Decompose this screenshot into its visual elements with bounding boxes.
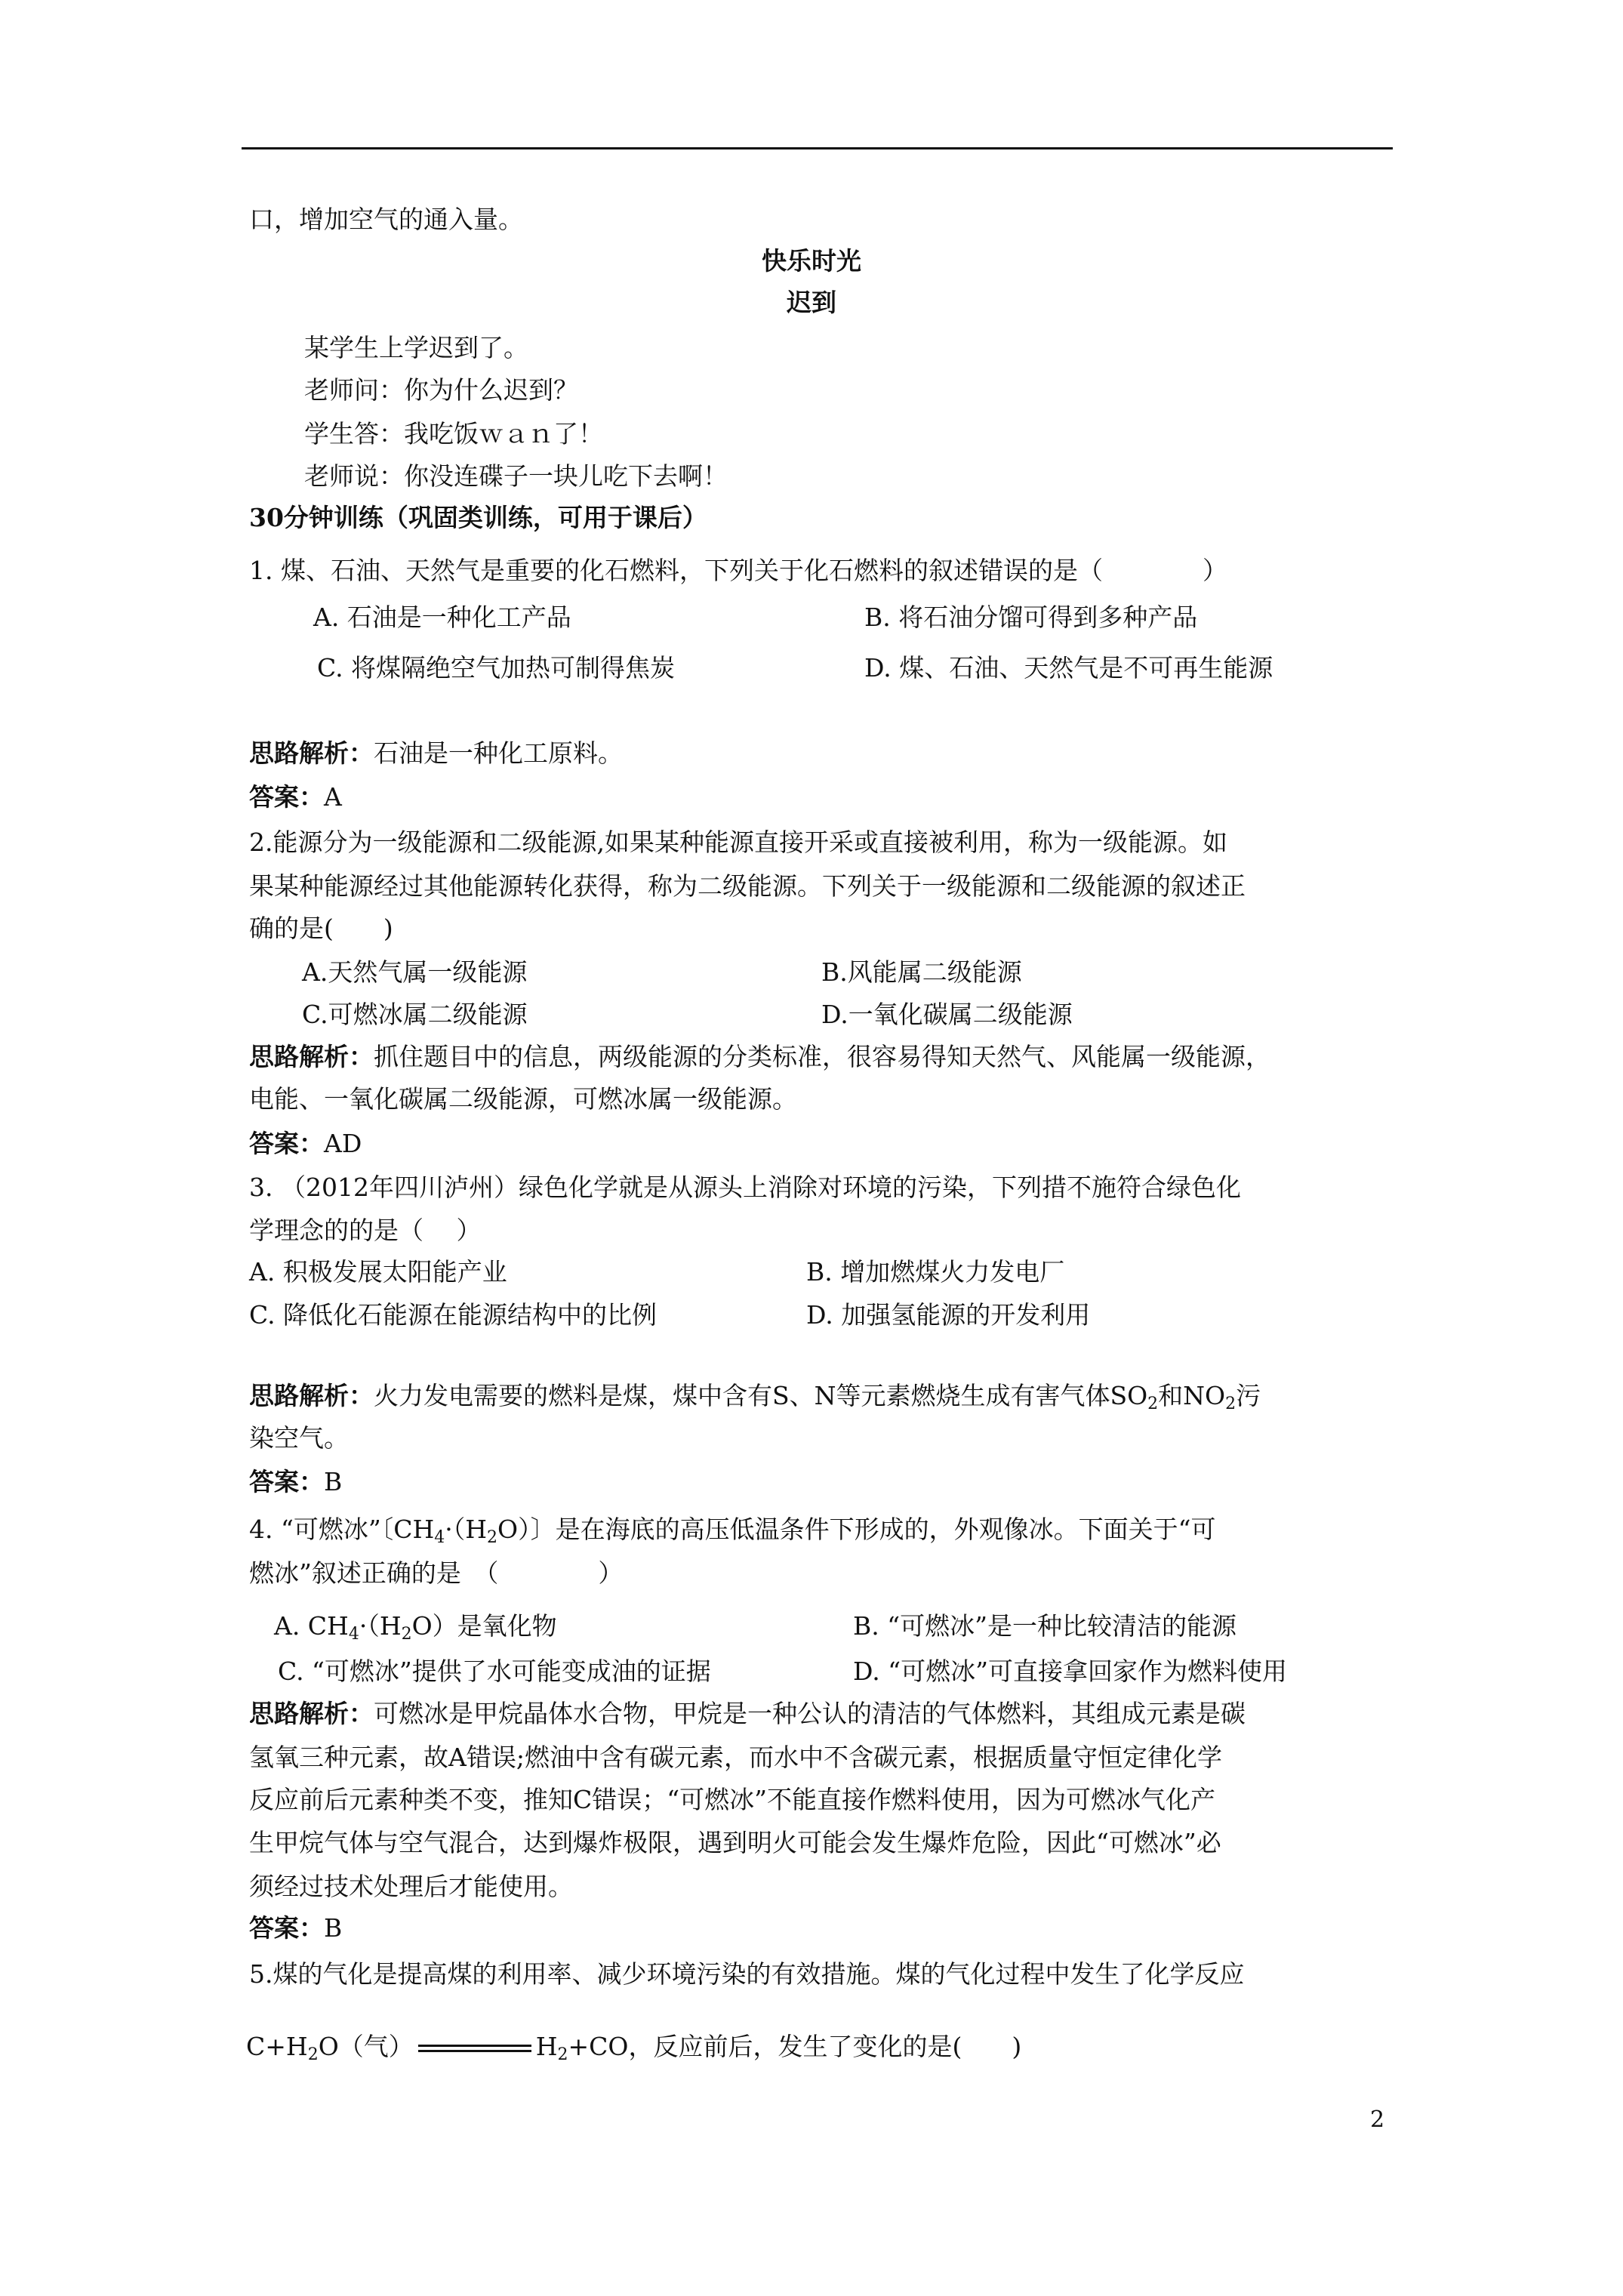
answer-label: 答案： xyxy=(249,782,324,812)
q2-option-d: D.一氧化碳属二级能源 xyxy=(821,1000,1073,1029)
q2-stem-line: 确的是( ) xyxy=(249,914,393,943)
answer-label: 答案： xyxy=(249,1913,324,1943)
q2-analysis-line2: 电能、一氧化碳属二级能源，可燃冰属一级能源。 xyxy=(249,1084,797,1114)
q3-answer-value: B xyxy=(324,1467,343,1496)
q2-option-c: C.可燃冰属二级能源 xyxy=(302,1000,528,1029)
q1-option-b: B. 将石油分馏可得到多种产品 xyxy=(864,603,1198,632)
equation-equals-sign xyxy=(418,2045,531,2052)
q4-option-a-text: ·（H xyxy=(359,1611,402,1641)
q4-option-a-text: A. CH xyxy=(274,1611,349,1641)
q4-option-a-text: O）是氧化物 xyxy=(411,1611,557,1641)
q2-option-b: B.风能属二级能源 xyxy=(821,957,1022,987)
q3-analysis xyxy=(249,1379,1261,1413)
q2-analysis-text: 抓住题目中的信息，两级能源的分类标准，很容易得知天然气、风能属一级能源， xyxy=(374,1042,1270,1071)
q3-analysis-text: 火力发电需要的燃料是煤，煤中含有S、N等元素燃烧生成有害气体SO xyxy=(374,1381,1148,1410)
q4-stem-line2: 燃冰”叙述正确的是 （ ） xyxy=(249,1558,624,1588)
q3-stem-line: 3. （2012年四川泸州）绿色化学就是从源头上消除对环境的污染，下列措不施符合绿色化 xyxy=(249,1173,1241,1202)
q2-option-a: A.天然气属一级能源 xyxy=(302,957,528,987)
page-number: 2 xyxy=(1370,2106,1385,2133)
q1-option-d: D. 煤、石油、天然气是不可再生能源 xyxy=(864,653,1273,683)
subscript: 2 xyxy=(1147,1395,1159,1413)
q4-answer-value: B xyxy=(324,1913,343,1943)
q3-answer xyxy=(249,1465,342,1499)
q1-analysis xyxy=(249,736,623,771)
q5-equation xyxy=(246,2029,1021,2064)
answer-label: 答案： xyxy=(249,1467,324,1496)
subscript: 4 xyxy=(348,1625,359,1644)
joke-line: 某学生上学迟到了。 xyxy=(304,333,528,362)
joke-line: 老师说：你没连碟子一块儿吃下去啊！ xyxy=(304,461,728,491)
q3-analysis-line2: 染空气。 xyxy=(249,1423,349,1453)
q1-answer-value: A xyxy=(324,782,342,812)
analysis-label: 思路解析： xyxy=(249,1381,374,1410)
joke-line: 学生答：我吃饭ｗａｎ了！ xyxy=(304,419,603,448)
equation-text: +CO，反应前后，发生了变化的是( ) xyxy=(568,2032,1022,2061)
q4-option-b: B. “可燃冰”是一种比较清洁的能源 xyxy=(853,1611,1236,1641)
equation-text: C+H xyxy=(246,2032,308,2061)
section-title: 30分钟训练（巩固类训练，可用于课后） xyxy=(249,503,707,532)
q1-analysis-text: 石油是一种化工原料。 xyxy=(374,738,623,768)
q4-answer xyxy=(249,1911,342,1946)
equation-text: H xyxy=(535,2032,558,2061)
header-rule xyxy=(242,147,1393,149)
q4-analysis-line: 反应前后元素种类不变，推知C错误；“可燃冰”不能直接作燃料使用，因为可燃冰气化产 xyxy=(249,1785,1215,1814)
q2-analysis xyxy=(249,1040,1270,1074)
q4-stem-text: O）〕是在海底的高压低温条件下形成的，外观像冰。下面关于“可 xyxy=(497,1515,1216,1544)
q4-stem-text: ·（H xyxy=(445,1515,488,1544)
analysis-label: 思路解析： xyxy=(249,1699,374,1728)
q3-option-d: D. 加强氢能源的开发利用 xyxy=(806,1300,1091,1330)
q4-analysis-line: 氢氧三种元素，故A错误;燃油中含有碳元素，而水中不含碳元素，根据质量守恒定律化学 xyxy=(249,1743,1222,1772)
q4-option-c: C. “可燃冰”提供了水可能变成油的证据 xyxy=(278,1657,711,1686)
subscript: 4 xyxy=(434,1528,445,1547)
q3-stem-line: 学理念的的是（ ） xyxy=(249,1216,482,1245)
q4-option-d: D. “可燃冰”可直接拿回家作为燃料使用 xyxy=(853,1657,1288,1686)
analysis-label: 思路解析： xyxy=(249,738,374,768)
subscript: 2 xyxy=(487,1528,498,1547)
intro-continuation: 口，增加空气的通入量。 xyxy=(249,205,523,234)
q2-answer-value: AD xyxy=(324,1129,362,1158)
q4-option-a xyxy=(274,1609,557,1644)
q2-stem-line: 果某种能源经过其他能源转化获得，称为二级能源。下列关于一级能源和二级能源的叙述正 xyxy=(249,871,1246,901)
subscript: 2 xyxy=(1225,1395,1236,1413)
q4-stem-line1 xyxy=(249,1512,1215,1547)
subscript: 2 xyxy=(401,1625,412,1644)
q2-stem-line: 2.能源分为一级能源和二级能源,如果某种能源直接开采或直接被利用，称为一级能源。如 xyxy=(249,827,1227,857)
q3-option-a: A. 积极发展太阳能产业 xyxy=(249,1257,507,1287)
subscript: 2 xyxy=(307,2045,319,2064)
q4-analysis-line: 生甲烷气体与空气混合，达到爆炸极限，遇到明火可能会发生爆炸危险，因此“可燃冰”必 xyxy=(249,1828,1221,1857)
subscript: 2 xyxy=(557,2045,568,2064)
q5-stem-line1: 5.煤的气化是提高煤的利用率、减少环境污染的有效措施。煤的气化过程中发生了化学反应 xyxy=(249,1959,1245,1989)
q3-analysis-text: 污 xyxy=(1236,1381,1261,1410)
q4-analysis-text: 可燃冰是甲烷晶体水合物，甲烷是一种公认的清洁的气体燃料，其组成元素是碳 xyxy=(374,1699,1246,1728)
q4-analysis xyxy=(249,1697,1246,1731)
q4-analysis-line: 须经过技术处理后才能使用。 xyxy=(249,1872,573,1901)
q1-answer xyxy=(249,780,342,815)
q3-option-c: C. 降低化石能源在能源结构中的比例 xyxy=(249,1300,658,1330)
analysis-label: 思路解析： xyxy=(249,1042,374,1071)
joke-heading: 快乐时光 xyxy=(762,246,861,276)
q2-answer xyxy=(249,1126,362,1161)
q1-stem: 1. 煤、石油、天然气是重要的化石燃料，下列关于化石燃料的叙述错误的是（ ） xyxy=(249,556,1227,585)
answer-label: 答案： xyxy=(249,1129,324,1158)
q1-option-c: C. 将煤隔绝空气加热可制得焦炭 xyxy=(317,653,676,683)
q3-analysis-text: 和NO xyxy=(1158,1381,1226,1410)
q1-option-a: A. 石油是一种化工产品 xyxy=(313,603,571,632)
joke-line: 老师问：你为什么迟到？ xyxy=(304,375,578,405)
equation-text: O（气） xyxy=(318,2032,414,2061)
q4-stem-text: 4. “可燃冰”〔CH xyxy=(249,1515,435,1544)
joke-title: 迟到 xyxy=(787,288,836,317)
q3-option-b: B. 增加燃煤火力发电厂 xyxy=(806,1257,1065,1287)
